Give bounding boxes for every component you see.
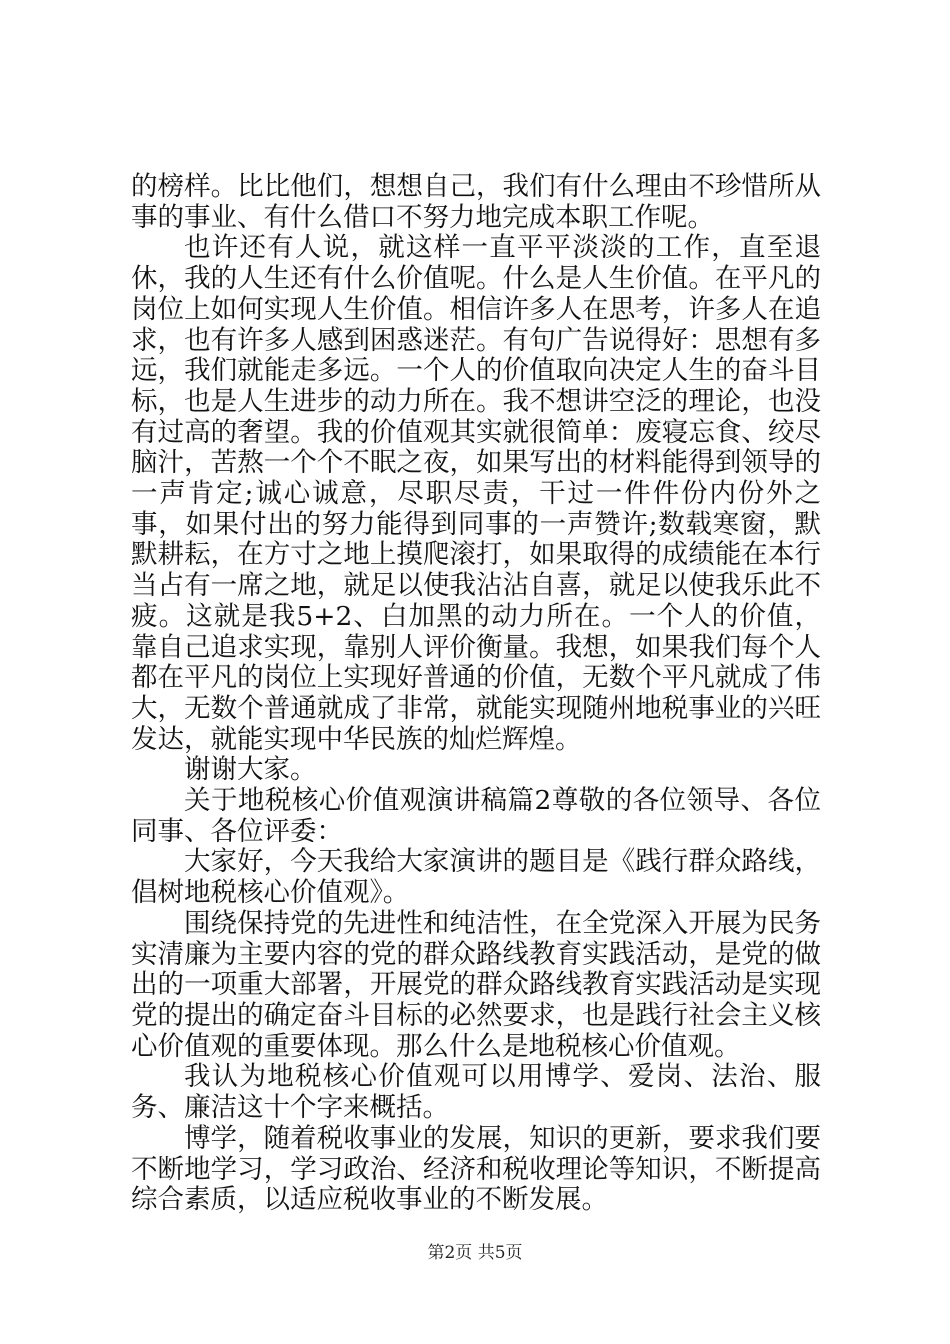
paragraph-4: 关于地税核心价值观演讲稿篇2尊敬的各位领导、各位同事、各位评委：: [131, 785, 821, 847]
paragraph-5: 大家好，今天我给大家演讲的题目是《践行群众路线，倡树地税核心价值观》。: [131, 846, 821, 909]
paragraph-1: 的榜样。比比他们，想想自己，我们有什么理由不珍惜所从事的事业、有什么借口不努力地完成本职工作呢。: [131, 171, 821, 233]
paragraph-6: 围绕保持党的先进性和纯洁性，在全党深入开展为民务实清廉为主要内容的党的群众路线教育实践活动，是党的做出的一项重大部署，开展党的群众路线教育实践活动是实现党的提出的确定奋斗目标的必然要求，也是践行社会主义核心价值观的重要体现。那么什么是地税核心价值观。: [131, 907, 821, 1062]
paragraph-3: 谢谢大家。: [184, 754, 317, 786]
document-body: [131, 172, 821, 1216]
paragraph-7: 我认为地税核心价值观可以用博学、爱岗、法治、服务、廉洁这十个字来概括。: [131, 1061, 821, 1124]
paragraph-8: 博学，随着税收事业的发展，知识的更新，要求我们要不断地学习，学习政治、经济和税收理论等知识，不断提高综合素质，以适应税收事业的不断发展。: [131, 1122, 821, 1216]
page-number-footer: 第2页 共5页: [427, 1243, 523, 1263]
paragraph-2: 也许还有人说，就这样一直平平淡淡的工作，直至退休，我的人生还有什么价值呢。什么是人生价值。在平凡的岗位上如何实现人生价值。相信许多人在思考，许多人在追求，也有许多人感到困惑迷茫。有句广告说得好：思想有多远，我们就能走多远。一个人的价值取向决定人生的奋斗目标，也是人生进步的动力所在。我不想讲空泛的理论，也没有过高的奢望。我的价值观其实就很简单：废寝忘食、绞尽脑汁，苦熬一个个不眠之夜，如果写出的材料能得到领导的一声肯定;诚心诚意，尽职尽责，干过一件件份内份外之事，如果付出的努力能得到同事的一声赞许;数载寒窗，默默耕耘，在方寸之地上摸爬滚打，如果取得的成绩能在本行当占有一席之地，就足以使我沾沾自喜，就足以使我乐此不疲。这就是我5+2、白加黑的动力所在。一个人的价值，靠自己追求实现，靠别人评价衡量。我想，如果我们每个人都在平凡的岗位上实现好普通的价值，无数个平凡就成了伟大，无数个普通就成了非常，就能实现随州地税事业的兴旺发达，就能实现中华民族的灿烂辉煌。: [131, 232, 821, 755]
